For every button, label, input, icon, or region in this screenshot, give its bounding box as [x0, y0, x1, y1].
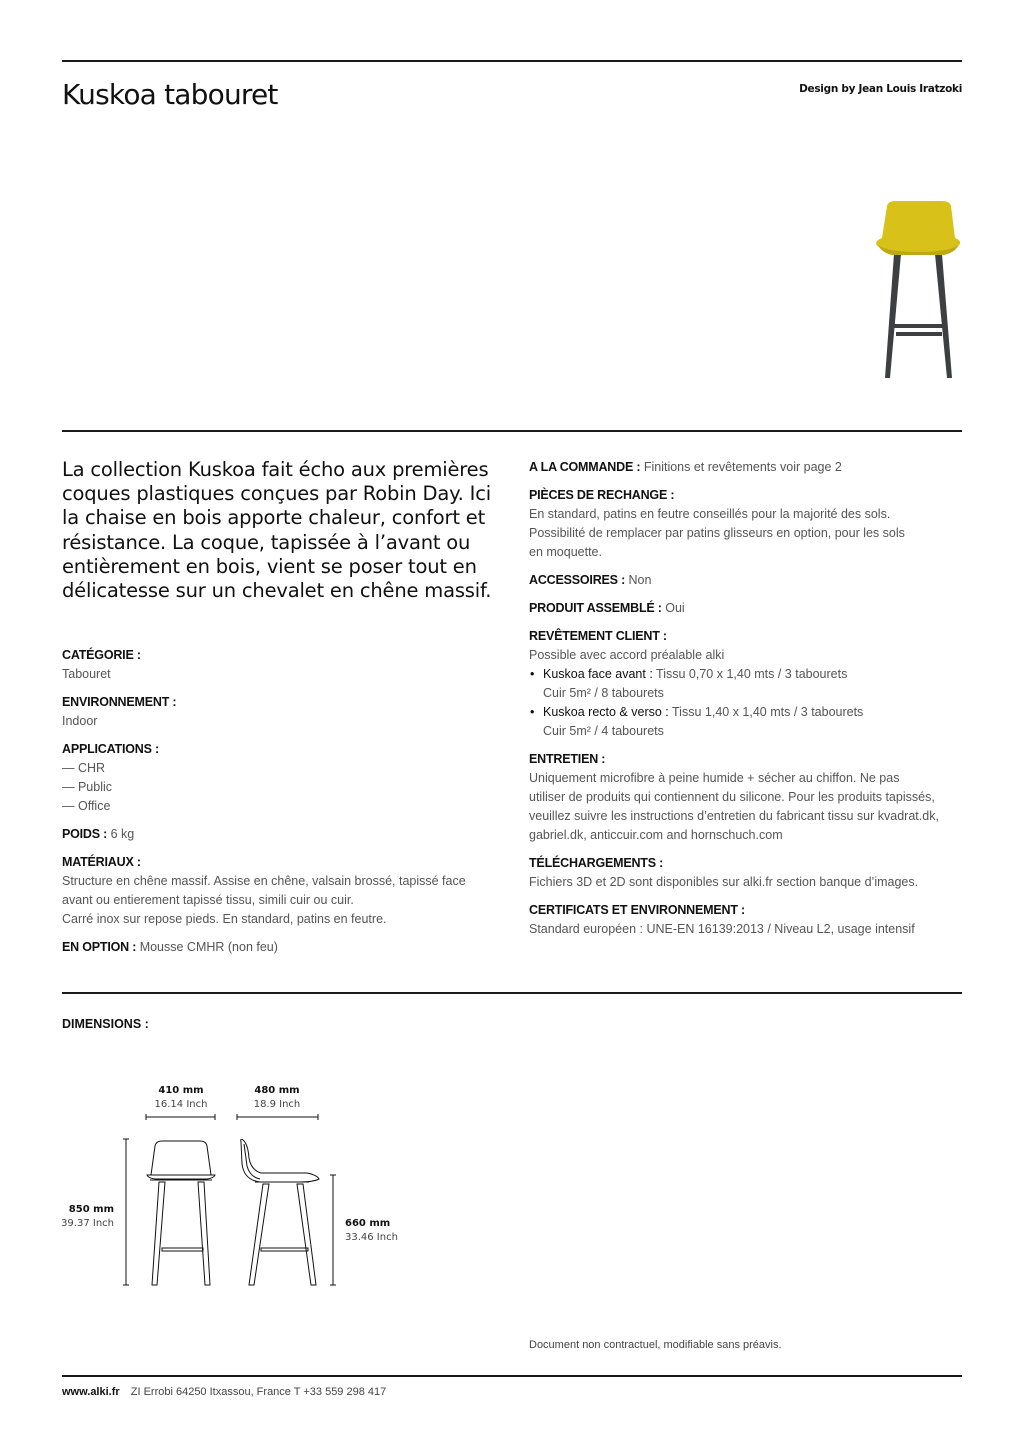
spec-value-line: En standard, patins en feutre conseillés pour la majorité des sols.: [529, 507, 891, 521]
width-inch: 16.14 Inch: [154, 1099, 208, 1110]
spec-commande: [529, 458, 969, 477]
spec-label: PRODUIT ASSEMBLÉ :: [529, 601, 662, 615]
spec-option: [62, 938, 502, 957]
spec-certificats: [529, 901, 969, 939]
depth-inch: 18.9 Inch: [253, 1099, 301, 1110]
spec-value: Indoor: [62, 714, 98, 728]
depth-mm: 480 mm: [254, 1085, 300, 1096]
revetement-item: [529, 703, 969, 741]
spec-telechargements: [529, 854, 969, 892]
spec-value-line: avant ou entierement tapissé tissu, simili cuir ou cuir.: [62, 893, 354, 907]
footer: [62, 1386, 386, 1398]
revetement-item-line: Tissu 1,40 x 1,40 mts / 3 tabourets: [672, 705, 864, 719]
spec-label: PIÈCES DE RECHANGE :: [529, 488, 675, 502]
spec-value: Finitions et revêtements voir page 2: [643, 460, 842, 474]
top-rule: [62, 60, 962, 62]
application-item: — Office: [62, 799, 111, 813]
spec-value-line: gabriel.dk, anticcuir.com and hornschuch.com: [529, 828, 783, 842]
spec-label: CERTIFICATS ET ENVIRONNEMENT :: [529, 903, 745, 917]
side-view-stool: [241, 1139, 319, 1285]
seat-height-inch: 33.46 Inch: [345, 1232, 398, 1243]
revetement-item-name: Kuskoa face avant :: [543, 667, 653, 681]
spec-materiaux: [62, 853, 502, 929]
spec-accessoires: [529, 571, 969, 590]
website-link[interactable]: www.alki.fr: [62, 1386, 120, 1398]
footer-rule: [62, 1375, 962, 1377]
spec-value: Mousse CMHR (non feu): [139, 940, 278, 954]
product-photo: [868, 198, 968, 382]
front-view-stool: [147, 1141, 215, 1285]
spec-value: Non: [628, 573, 652, 587]
spec-assemble: [529, 599, 969, 618]
seat-height-arrow: [330, 1175, 336, 1285]
dimensions-rule: [62, 992, 962, 994]
spec-value: Fichiers 3D et 2D sont disponibles sur alki.fr section banque d’images.: [529, 875, 919, 889]
dimensions-label: DIMENSIONS :: [62, 1017, 149, 1031]
stool-seat: [876, 201, 960, 252]
spec-pieces: [529, 486, 969, 562]
spec-value-line: Possibilité de remplacer par patins glisseurs en option, pour les sols: [529, 526, 905, 540]
spec-environnement: [62, 693, 502, 731]
depth-arrow: [237, 1114, 318, 1120]
spec-value: Possible avec accord préalable alki: [529, 648, 725, 662]
spec-entretien: [529, 750, 969, 845]
footer-address: ZI Errobi 64250 Itxassou, France T +33 559 298 417: [130, 1386, 387, 1398]
designer-credit: Design by Jean Louis Iratzoki: [799, 83, 962, 95]
spec-label: APPLICATIONS :: [62, 742, 159, 756]
spec-label: A LA COMMANDE :: [529, 460, 641, 474]
height-inch: 39.37 Inch: [61, 1218, 114, 1229]
height-mm: 850 mm: [68, 1204, 114, 1215]
page-title: Kuskoa tabouret: [62, 78, 278, 111]
spec-categorie: [62, 646, 502, 684]
spec-label: REVÊTEMENT CLIENT :: [529, 629, 667, 643]
spec-label: POIDS :: [62, 827, 108, 841]
spec-label: CATÉGORIE :: [62, 648, 141, 662]
spec-value: 6 kg: [110, 827, 135, 841]
spec-poids: [62, 825, 502, 844]
spec-value-line: veuillez suivre les instructions d’entretien du fabricant tissu sur kvadrat.dk,: [529, 809, 939, 823]
spec-label: TÉLÉCHARGEMENTS :: [529, 856, 664, 870]
seat-height-mm: 660 mm: [345, 1218, 391, 1229]
revetement-list: [529, 665, 969, 741]
revetement-item-name: Kuskoa recto & verso :: [543, 705, 669, 719]
revetement-item-line: Cuir 5m² / 4 tabourets: [543, 724, 664, 738]
spec-label: EN OPTION :: [62, 940, 137, 954]
spec-value-line: Structure en chêne massif. Assise en chêne, valsain brossé, tapissé face: [62, 874, 466, 888]
intro-text: La collection Kuskoa fait écho aux premières coques plastiques conçues par Robin Day. Ici la chaise en bois apporte chaleur, confort et résistance. La coque, tapissée à l’avant ou entièrement en bois, vient se poser tout en délicatesse sur un chevalet en chêne massif.: [62, 458, 492, 603]
spec-value-line: utiliser de produits qui contiennent du silicone. Pour les produits tapissés,: [529, 790, 935, 804]
spec-value-line: Uniquement microfibre à peine humide + sécher au chiffon. Ne pas: [529, 771, 900, 785]
spec-revetement: [529, 627, 969, 741]
spec-value: Oui: [665, 601, 685, 615]
stool-frame: [885, 254, 952, 378]
specs-right-column: [529, 458, 969, 948]
spec-value-line: Carré inox sur repose pieds. En standard, patins en feutre.: [62, 912, 387, 926]
spec-applications: [62, 740, 502, 816]
dimension-drawing: [55, 1078, 415, 1298]
height-arrow: [123, 1139, 129, 1285]
revetement-item: [529, 665, 969, 703]
spec-value-line: en moquette.: [529, 545, 602, 559]
spec-label: MATÉRIAUX :: [62, 855, 141, 869]
width-arrow: [146, 1114, 215, 1120]
revetement-item-line: Tissu 0,70 x 1,40 mts / 3 tabourets: [656, 667, 848, 681]
spec-label: ACCESSOIRES :: [529, 573, 626, 587]
application-item: — Public: [62, 780, 113, 794]
width-mm: 410 mm: [158, 1085, 204, 1096]
spec-label: ENTRETIEN :: [529, 752, 606, 766]
section-rule: [62, 430, 962, 432]
application-item: — CHR: [62, 761, 106, 775]
revetement-item-line: Cuir 5m² / 8 tabourets: [543, 686, 664, 700]
spec-value: Tabouret: [62, 667, 111, 681]
spec-value: Standard européen : UNE-EN 16139:2013 / Niveau L2, usage intensif: [529, 922, 915, 936]
disclaimer: Document non contractuel, modifiable sans préavis.: [529, 1339, 782, 1351]
specs-left-column: [62, 646, 502, 966]
spec-label: ENVIRONNEMENT :: [62, 695, 177, 709]
